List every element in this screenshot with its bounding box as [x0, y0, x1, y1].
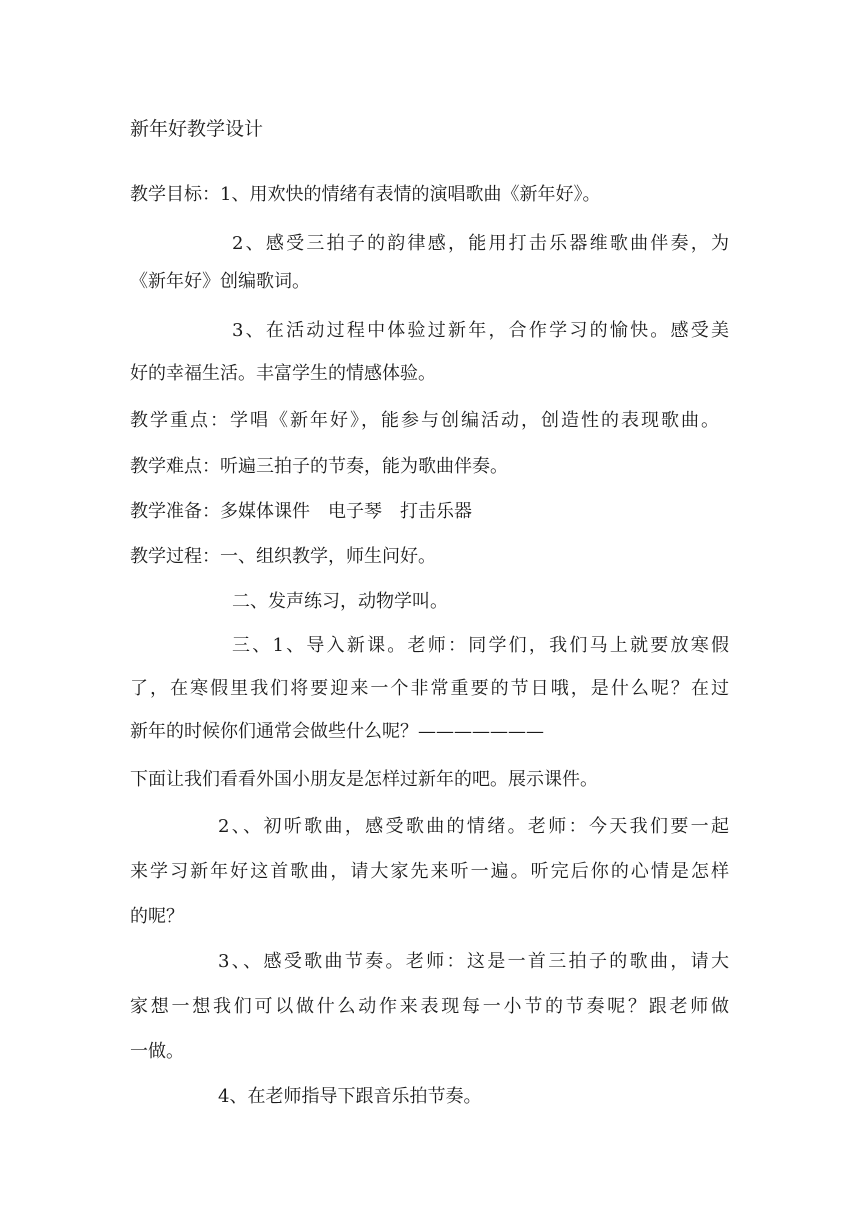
paragraph-line: 好的幸福生活。丰富学生的情感体验。 [130, 363, 436, 384]
paragraph-line: 家想一想我们可以做什么动作来表现每一小节的节奏呢？跟老师做 [130, 996, 729, 1017]
paragraph-line: 教学目标：1、用欢快的情绪有表情的演唱歌曲《新年好》。 [130, 184, 601, 205]
paragraph-line: 三、1、导入新课。老师：同学们，我们马上就要放寒假 [232, 635, 729, 656]
paragraph-line: 3、在活动过程中体验过新年，合作学习的愉快。感受美 [232, 320, 729, 341]
paragraph-line: 2、、初听歌曲，感受歌曲的情绪。老师：今天我们要一起 [218, 816, 729, 837]
paragraph-line: 4、在老师指导下跟音乐拍节奏。 [218, 1086, 482, 1107]
paragraph-line: 《新年好》创编歌词。 [130, 271, 310, 292]
paragraph-line: 3、、感受歌曲节奏。老师：这是一首三拍子的歌曲，请大 [218, 951, 729, 972]
document-title: 新年好教学设计 [130, 118, 264, 140]
paragraph-line: 教学重点：学唱《新年好》，能参与创编活动，创造性的表现歌曲。 [130, 410, 719, 431]
paragraph-line: 下面让我们看看外国小朋友是怎样过新年的吧。展示课件。 [130, 769, 598, 790]
paragraph-line: 的呢？ [130, 906, 184, 927]
paragraph-line: 一做。 [130, 1041, 184, 1062]
paragraph-line: 2、感受三拍子的韵律感，能用打击乐器维歌曲伴奏，为 [232, 233, 729, 254]
paragraph-line: 二、发声练习，动物学叫。 [232, 591, 448, 612]
paragraph-line: 新年的时候你们通常会做些什么呢？——————— [130, 721, 544, 742]
paragraph-line: 教学准备：多媒体课件 电子琴 打击乐器 [130, 501, 472, 522]
paragraph-line: 教学难点：听遍三拍子的节奏，能为歌曲伴奏。 [130, 456, 508, 477]
paragraph-line: 了，在寒假里我们将要迎来一个非常重要的节日哦，是什么呢？在过 [130, 678, 729, 699]
paragraph-line: 教学过程：一、组织教学，师生问好。 [130, 546, 436, 567]
paragraph-line: 来学习新年好这首歌曲，请大家先来听一遍。听完后你的心情是怎样 [130, 861, 729, 882]
